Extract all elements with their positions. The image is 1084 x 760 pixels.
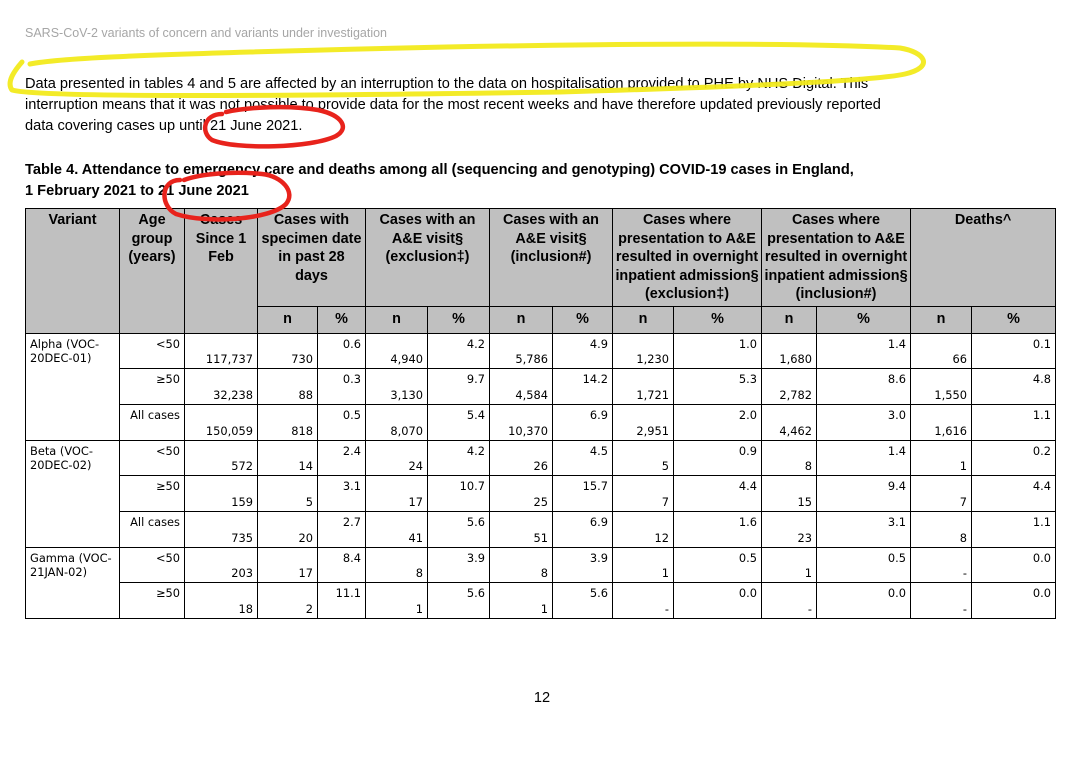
count-cell: 7 [613,476,674,512]
percent-cell: 0.1 [972,333,1056,369]
sub-header-n: n [613,306,674,333]
age-group-cell: <50 [120,333,185,369]
percent-cell: 11.1 [318,583,366,619]
percent-cell: 0.0 [817,583,911,619]
count-cell: 25 [490,476,553,512]
count-cell: 5,786 [490,333,553,369]
col-header-cases-since: Cases Since 1 Feb [185,209,258,334]
col-header-admission-inclusion: Cases where presentation to A&E resulted in overnight inpatient admission§ (inclusion#) [762,209,911,307]
percent-cell: 3.9 [428,547,490,583]
count-cell: 5 [258,476,318,512]
percent-cell: 8.4 [318,547,366,583]
cases-since-cell: 150,059 [185,404,258,440]
sub-header-pct: % [674,306,762,333]
count-cell: 2,951 [613,404,674,440]
percent-cell: 4.2 [428,333,490,369]
col-header-variant: Variant [26,209,120,334]
col-header-ae-inclusion: Cases with an A&E visit§ (inclusion#) [490,209,613,307]
percent-cell: 0.2 [972,440,1056,476]
cases-since-cell: 117,737 [185,333,258,369]
percent-cell: 4.4 [972,476,1056,512]
table-caption [25,160,1055,202]
col-header-deaths: Deaths^ [911,209,1056,307]
table-row [26,404,1056,440]
percent-cell: 1.4 [817,333,911,369]
percent-cell: 15.7 [553,476,613,512]
percent-cell: 6.9 [553,511,613,547]
variant-cell: Alpha (VOC-20DEC-01) [26,333,120,440]
percent-cell: 5.6 [428,511,490,547]
table-row [26,440,1056,476]
sub-header-pct: % [817,306,911,333]
table-row [26,333,1056,369]
count-cell: 4,584 [490,369,553,405]
table-4 [25,208,1056,619]
count-cell: 66 [911,333,972,369]
cases-since-cell: 159 [185,476,258,512]
count-cell: 1 [490,583,553,619]
percent-cell: 0.0 [972,547,1056,583]
page-number: 12 [533,690,551,706]
count-cell: 8,070 [366,404,428,440]
percent-cell: 0.5 [674,547,762,583]
running-header: SARS-CoV-2 variants of concern and variants under investigation [25,26,387,40]
count-cell: 1 [911,440,972,476]
count-cell: 1,721 [613,369,674,405]
count-cell: 5 [613,440,674,476]
table-row [26,511,1056,547]
count-cell: 2 [258,583,318,619]
count-cell: 15 [762,476,817,512]
sub-header-pct: % [972,306,1056,333]
variant-cell: Beta (VOC-20DEC-02) [26,440,120,547]
percent-cell: 0.5 [817,547,911,583]
cases-since-cell: 18 [185,583,258,619]
count-cell: 818 [258,404,318,440]
cases-since-cell: 572 [185,440,258,476]
age-group-cell: <50 [120,547,185,583]
percent-cell: 0.0 [674,583,762,619]
sub-header-n: n [911,306,972,333]
table-row [26,583,1056,619]
table-row [26,476,1056,512]
count-cell: 2,782 [762,369,817,405]
count-cell: 51 [490,511,553,547]
count-cell: 10,370 [490,404,553,440]
col-header-age-group: Age group (years) [120,209,185,334]
percent-cell: 9.4 [817,476,911,512]
percent-cell: 4.5 [553,440,613,476]
count-cell: 24 [366,440,428,476]
count-cell: 8 [366,547,428,583]
count-cell: 23 [762,511,817,547]
percent-cell: 0.5 [318,404,366,440]
cases-since-cell: 32,238 [185,369,258,405]
percent-cell: 1.4 [817,440,911,476]
intro-line: Data presented in tables 4 and 5 are affected by an interruption to the data on hospitalisation provided to PHE by NHS Digital. This [25,76,869,92]
percent-cell: 8.6 [817,369,911,405]
count-cell: 8 [490,547,553,583]
count-cell: - [911,583,972,619]
sub-header-pct: % [553,306,613,333]
percent-cell: 0.9 [674,440,762,476]
percent-cell: 4.9 [553,333,613,369]
age-group-cell: <50 [120,440,185,476]
percent-cell: 0.3 [318,369,366,405]
count-cell: 1,616 [911,404,972,440]
table-caption-line: 1 February 2021 to 21 June 2021 [25,183,249,199]
count-cell: - [762,583,817,619]
sub-header-n: n [762,306,817,333]
count-cell: - [911,547,972,583]
count-cell: 1,230 [613,333,674,369]
count-cell: 8 [762,440,817,476]
col-header-ae-exclusion: Cases with an A&E visit§ (exclusion‡) [366,209,490,307]
percent-cell: 2.7 [318,511,366,547]
percent-cell: 3.9 [553,547,613,583]
count-cell: 20 [258,511,318,547]
percent-cell: 1.1 [972,404,1056,440]
col-header-specimen: Cases with specimen date in past 28 days [258,209,366,307]
age-group-cell: All cases [120,404,185,440]
sub-header-pct: % [318,306,366,333]
percent-cell: 4.4 [674,476,762,512]
table-row [26,369,1056,405]
count-cell: 41 [366,511,428,547]
variant-cell: Gamma (VOC-21JAN-02) [26,547,120,618]
age-group-cell: ≥50 [120,369,185,405]
percent-cell: 9.7 [428,369,490,405]
percent-cell: 3.1 [318,476,366,512]
count-cell: 1 [366,583,428,619]
percent-cell: 2.0 [674,404,762,440]
count-cell: 88 [258,369,318,405]
intro-paragraph [25,74,1055,137]
percent-cell: 1.0 [674,333,762,369]
percent-cell: 4.2 [428,440,490,476]
cases-since-cell: 203 [185,547,258,583]
sub-header-n: n [258,306,318,333]
count-cell: 4,940 [366,333,428,369]
count-cell: 26 [490,440,553,476]
percent-cell: 14.2 [553,369,613,405]
age-group-cell: All cases [120,511,185,547]
percent-cell: 5.4 [428,404,490,440]
count-cell: 1,680 [762,333,817,369]
count-cell: 8 [911,511,972,547]
percent-cell: 2.4 [318,440,366,476]
percent-cell: 5.3 [674,369,762,405]
age-group-cell: ≥50 [120,583,185,619]
table-row [26,547,1056,583]
percent-cell: 0.0 [972,583,1056,619]
count-cell: 7 [911,476,972,512]
col-header-admission-exclusion: Cases where presentation to A&E resulted in overnight inpatient admission§ (exclusion‡) [613,209,762,307]
count-cell: 12 [613,511,674,547]
percent-cell: 0.6 [318,333,366,369]
count-cell: 730 [258,333,318,369]
count-cell: 3,130 [366,369,428,405]
age-group-cell: ≥50 [120,476,185,512]
percent-cell: 6.9 [553,404,613,440]
intro-line: data covering cases up until 21 June 2021. [25,118,303,134]
count-cell: 14 [258,440,318,476]
sub-header-pct: % [428,306,490,333]
count-cell: 17 [258,547,318,583]
count-cell: 17 [366,476,428,512]
percent-cell: 3.1 [817,511,911,547]
count-cell: - [613,583,674,619]
count-cell: 1 [613,547,674,583]
percent-cell: 5.6 [553,583,613,619]
percent-cell: 1.6 [674,511,762,547]
percent-cell: 5.6 [428,583,490,619]
sub-header-n: n [490,306,553,333]
table-body [26,333,1056,619]
percent-cell: 1.1 [972,511,1056,547]
cases-since-cell: 735 [185,511,258,547]
count-cell: 1 [762,547,817,583]
percent-cell: 10.7 [428,476,490,512]
sub-header-n: n [366,306,428,333]
percent-cell: 3.0 [817,404,911,440]
percent-cell: 4.8 [972,369,1056,405]
table-caption-line: Table 4. Attendance to emergency care and deaths among all (sequencing and genotyping) COVID-19 cases in England, [25,162,854,178]
count-cell: 1,550 [911,369,972,405]
intro-line: interruption means that it was not possible to provide data for the most recent weeks and have therefore updated previously reported [25,97,881,113]
count-cell: 4,462 [762,404,817,440]
